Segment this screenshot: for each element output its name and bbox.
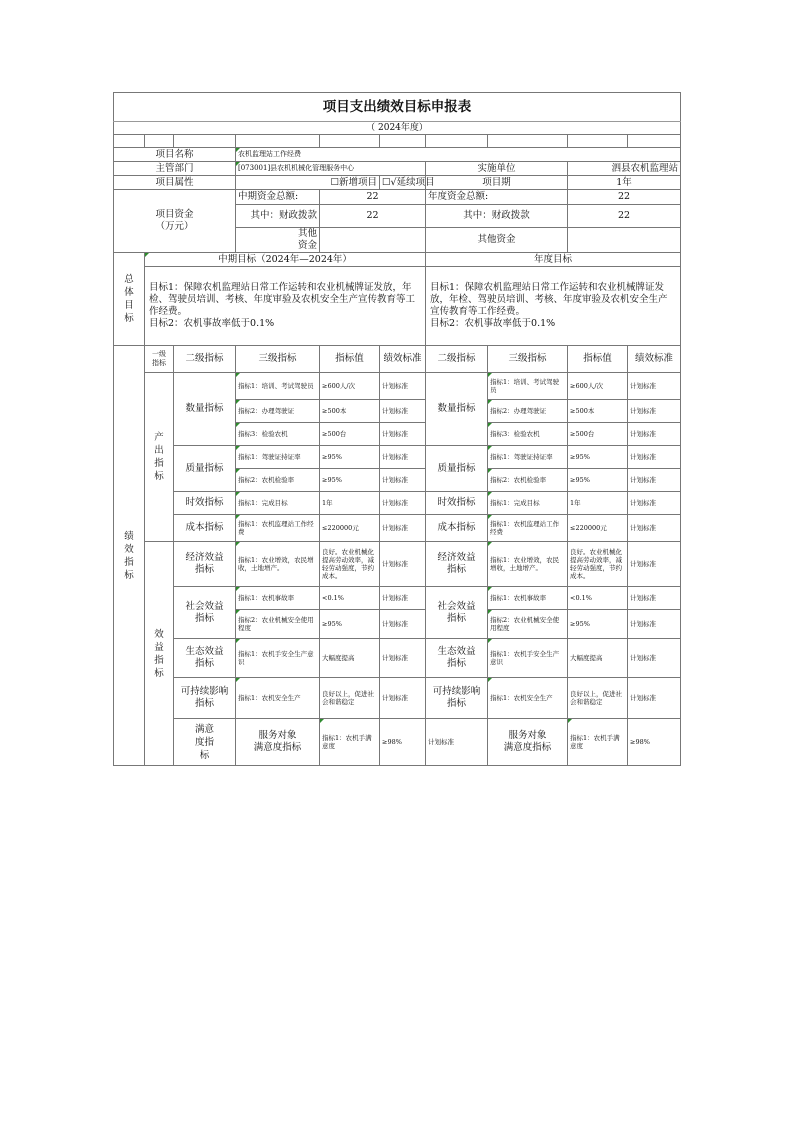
goals-section-label: 总 体 目 标: [114, 253, 145, 346]
table-row: 指标2：办理驾驶证: [236, 400, 320, 423]
mid-fin-label: 其中：财政拨款: [236, 205, 320, 228]
social-label-mid: 社会效益 指标: [174, 587, 236, 639]
indicator-value: ≥500本: [568, 400, 628, 423]
header-level2-mid: 二级指标: [174, 346, 236, 373]
year-goal-header: 年度目标: [426, 253, 681, 267]
impl-unit-value: 泗县农机监理站: [568, 162, 681, 176]
table-row: 指标1：完成目标: [488, 492, 568, 515]
indicator-standard: 计划标准: [380, 492, 426, 515]
indicator-value: <0.1%: [320, 587, 380, 610]
indicator-standard: 计划标准: [426, 719, 488, 766]
indicator-value: ≥95%: [320, 446, 380, 469]
benefit-label: 效 益 指 标: [145, 542, 174, 766]
indicator-value: ≤220000元: [568, 515, 628, 542]
indicator-standard: 计划标准: [380, 639, 426, 678]
attr-new-option: ☐新增项目: [236, 176, 380, 190]
table-row: 指标1：农机手安全生产意识: [236, 639, 320, 678]
output-label: 产 出 指 标: [145, 373, 174, 542]
indicator-standard: 计划标准: [628, 423, 681, 446]
table-row: 指标2：农机检验率: [236, 469, 320, 492]
table-row: 指标1：农机手安全生产意识: [488, 639, 568, 678]
sustain-label-mid: 可持续影响 指标: [174, 678, 236, 719]
table-row: 指标2：农机检验率: [488, 469, 568, 492]
table-row: 指标1：驾驶证持证率: [488, 446, 568, 469]
indicator-standard: 计划标准: [380, 515, 426, 542]
year-fin-label: 其中：财政拨款: [426, 205, 568, 228]
quality-label-year: 质量指标: [426, 446, 488, 492]
indicator-value: ≥95%: [568, 446, 628, 469]
satisfaction-label: 满意 度指 标: [174, 719, 236, 766]
header-value-mid: 指标值: [320, 346, 380, 373]
indicator-standard: 计划标准: [628, 400, 681, 423]
indicator-standard: 计划标准: [380, 373, 426, 400]
indicator-value: 良好。农业机械化提高劳动效率，减轻劳动强度，节约成本。: [568, 542, 628, 587]
indicator-value: 大幅度提高: [568, 639, 628, 678]
year-total-value: 22: [568, 190, 681, 205]
indicator-standard: 计划标准: [628, 678, 681, 719]
table-row: 指标1：农机安全生产: [236, 678, 320, 719]
indicator-value: 良好以上，促进社会和谐稳定: [320, 678, 380, 719]
header-level1: 一级 指标: [145, 346, 174, 373]
indicator-value: ≥500台: [320, 423, 380, 446]
table-row: 指标2：办理驾驶证: [488, 400, 568, 423]
attr-cont-option: ☐√延续项目: [380, 176, 426, 190]
mid-total-value: 22: [320, 190, 426, 205]
table-row: 指标1：农机安全生产: [488, 678, 568, 719]
period-value: 1年: [568, 176, 681, 190]
header-standard-year: 绩效标准: [628, 346, 681, 373]
indicator-standard: 计划标准: [380, 446, 426, 469]
indicator-standard: 计划标准: [380, 610, 426, 639]
table-row: 指标1：农机手满意度: [568, 719, 628, 766]
perf-section-label: 绩 效 指 标: [114, 346, 145, 766]
time-label-year: 时效指标: [426, 492, 488, 515]
time-label-mid: 时效指标: [174, 492, 236, 515]
indicator-standard: 计划标准: [628, 446, 681, 469]
quality-label-mid: 质量指标: [174, 446, 236, 492]
mid-goal-text: 目标1：保障农机监理站日常工作运转和农业机械牌证发放，年检、驾驶员培训、考核、年度审验及农机安全生产宣传教育等工作经费。 目标2：农机事故率低于0.1%: [145, 267, 426, 346]
indicator-standard: 计划标准: [628, 373, 681, 400]
eco-label-mid: 生态效益 指标: [174, 639, 236, 678]
year-other-label: 其他资金: [426, 228, 568, 253]
table-row: 指标1：培训、考试驾驶员: [488, 373, 568, 400]
project-name-value: 农机监理站工作经费: [236, 148, 681, 162]
header-level2-year: 二级指标: [426, 346, 488, 373]
indicator-value: 良好。农业机械化提高劳动效率，减轻劳动强度，节约成本。: [320, 542, 380, 587]
table-row: 指标1：农业增效，农民增收，土地增产。: [236, 542, 320, 587]
indicator-standard: 计划标准: [380, 678, 426, 719]
header-value-year: 指标值: [568, 346, 628, 373]
mid-other-value: [320, 228, 426, 253]
form-year: （ 2024年度）: [114, 122, 681, 135]
cost-label-mid: 成本指标: [174, 515, 236, 542]
service-label-mid: 服务对象 满意度指标: [236, 719, 320, 766]
mid-fin-value: 22: [320, 205, 426, 228]
header-standard-mid: 绩效标准: [380, 346, 426, 373]
mid-total-label: 中期资金总额:: [236, 190, 320, 205]
indicator-standard: 计划标准: [628, 542, 681, 587]
mid-goal-header: 中期目标（2024年—2024年）: [145, 253, 426, 267]
mid-other-label: 其他 资金: [236, 228, 320, 253]
table-row: 指标2：农业机械安全使用程度: [236, 610, 320, 639]
economic-label-year: 经济效益 指标: [426, 542, 488, 587]
indicator-standard: 计划标准: [628, 639, 681, 678]
year-fin-value: 22: [568, 205, 681, 228]
attr-label: 项目属性: [114, 176, 236, 190]
year-other-value: [568, 228, 681, 253]
sustain-label-year: 可持续影响 指标: [426, 678, 488, 719]
indicator-value: ≥95%: [568, 610, 628, 639]
funds-label: 项目资金 （万元）: [114, 190, 236, 253]
indicator-standard: 计划标准: [380, 542, 426, 587]
table-row: 指标1：农机事故率: [488, 587, 568, 610]
indicator-value: ≥95%: [320, 469, 380, 492]
eco-label-year: 生态效益 指标: [426, 639, 488, 678]
table-row: 指标1：农业增效，农民增收，土地增产。: [488, 542, 568, 587]
indicator-value: <0.1%: [568, 587, 628, 610]
table-row: 指标1：完成目标: [236, 492, 320, 515]
indicator-value: ≥500台: [568, 423, 628, 446]
project-name-label: 项目名称: [114, 148, 236, 162]
table-row: 指标1：农机手满意度: [320, 719, 380, 766]
indicator-standard: 计划标准: [380, 587, 426, 610]
dept-label: 主管部门: [114, 162, 236, 176]
year-goal-text: 目标1：保障农机监理站日常工作运转和农业机械牌证发放，年检、驾驶员培训、考核、年度审验及农机安全生产宣传教育等工作经费。 目标2：农机事故率低于0.1%: [426, 267, 681, 346]
year-total-label: 年度资金总额:: [426, 190, 568, 205]
quantity-label-mid: 数量指标: [174, 373, 236, 446]
table-row: 指标1：培训、考试驾驶员: [236, 373, 320, 400]
impl-unit-label: 实施单位: [426, 162, 568, 176]
form-sheet: [113, 92, 680, 766]
indicator-standard: 计划标准: [628, 469, 681, 492]
dept-value: [073001]县农机机械化管理服务中心: [236, 162, 426, 176]
header-level3-mid: 三级指标: [236, 346, 320, 373]
form-table: [113, 92, 681, 766]
table-row: 指标1：农机监理站工作经费: [488, 515, 568, 542]
indicator-standard: 计划标准: [628, 492, 681, 515]
table-row: 指标1：农机监理站工作经费: [236, 515, 320, 542]
indicator-value: ≥500本: [320, 400, 380, 423]
social-label-year: 社会效益 指标: [426, 587, 488, 639]
indicator-value: ≥95%: [568, 469, 628, 492]
header-level3-year: 三级指标: [488, 346, 568, 373]
cost-label-year: 成本指标: [426, 515, 488, 542]
indicator-value: ≥600人/次: [568, 373, 628, 400]
table-row: 指标1：驾驶证持证率: [236, 446, 320, 469]
table-row: 指标2：农业机械安全使用程度: [488, 610, 568, 639]
indicator-value: 1年: [568, 492, 628, 515]
table-row: 指标3：检验农机: [236, 423, 320, 446]
indicator-value: ≤220000元: [320, 515, 380, 542]
table-row: 指标3：检验农机: [488, 423, 568, 446]
indicator-standard: 计划标准: [380, 469, 426, 492]
economic-label-mid: 经济效益 指标: [174, 542, 236, 587]
indicator-standard: 计划标准: [628, 515, 681, 542]
indicator-standard: 计划标准: [628, 587, 681, 610]
indicator-value: 大幅度提高: [320, 639, 380, 678]
indicator-value: ≥95%: [320, 610, 380, 639]
indicator-value: 1年: [320, 492, 380, 515]
indicator-standard: 计划标准: [380, 423, 426, 446]
form-title: 项目支出绩效目标申报表: [114, 93, 681, 122]
indicator-value: 良好以上，促进社会和谐稳定: [568, 678, 628, 719]
service-label-year: 服务对象 满意度指标: [488, 719, 568, 766]
table-row: 指标1：农机事故率: [236, 587, 320, 610]
indicator-standard: 计划标准: [380, 400, 426, 423]
indicator-value: ≥600人/次: [320, 373, 380, 400]
quantity-label-year: 数量指标: [426, 373, 488, 446]
period-label: 项目期: [426, 176, 568, 190]
indicator-value: ≥98%: [380, 719, 426, 766]
indicator-value: ≥98%: [628, 719, 681, 766]
indicator-standard: 计划标准: [628, 610, 681, 639]
